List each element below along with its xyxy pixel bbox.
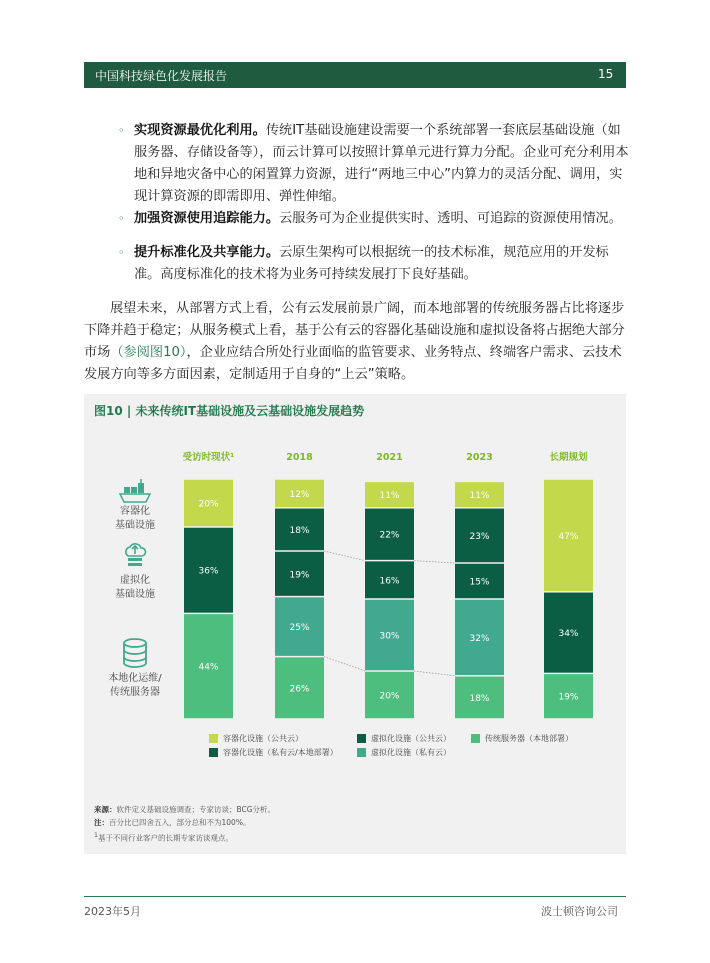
- data-label: 20%: [198, 499, 219, 510]
- bullet-item-3: [110, 242, 630, 286]
- data-label: 25%: [289, 623, 310, 634]
- page-number: 15: [598, 67, 614, 81]
- trend-connector: [324, 551, 365, 561]
- legend-swatch-1: [209, 734, 218, 743]
- footnote-text: 基于不同行业客户的长期专家访谈观点。: [97, 833, 233, 843]
- trend-connector: [414, 671, 455, 676]
- legend-label-1: 容器化设施（公共云）: [223, 734, 303, 743]
- circle-bullet-icon: ◦: [118, 124, 125, 137]
- footer-org: 波士顿咨询公司: [541, 905, 618, 918]
- legend-label-2: 虚拟化设施（公共云）: [371, 734, 451, 743]
- legend-swatch-3: [471, 734, 480, 743]
- trend-connector: [324, 657, 365, 671]
- legend-label-5: 虚拟化设施（私有云）: [371, 748, 451, 757]
- header-title: 中国科技绿色化发展报告: [95, 69, 228, 83]
- legend-swatch-4: [209, 748, 218, 757]
- body-paragraph: [84, 298, 630, 386]
- paragraph-text-before: 展望未来，从部署方式上看，公有云发展前景广阔，而本地部署的传统服务器占比将逐步下降并趋于稳定；从服务模式上看，基于公有云的容器化基础设施和虚拟设备将占据绝大部分市场: [84, 301, 625, 360]
- row-label-traditional-line1: 本地化运维/: [108, 673, 162, 684]
- note-text: 百分比已四舍五入，部分总和不为100%。: [109, 818, 251, 827]
- footnote: [94, 830, 233, 844]
- legend-label-3: 传统服务器（本地部署）: [485, 734, 573, 743]
- category-label: 2023: [466, 452, 493, 463]
- data-label: 32%: [469, 633, 490, 644]
- data-label: 47%: [558, 531, 579, 542]
- paragraph-text-after: ，企业应结合所处行业面临的监管要求、业务特点、终端客户需求、云技术发展方向等多方面因素，定制适用于自身的“上云”策略。: [84, 345, 622, 382]
- data-label: 18%: [469, 693, 490, 704]
- bullet-2-text: 云服务可为企业提供实时、透明、可追踪的资源使用情况。: [279, 211, 622, 226]
- category-label: 2021: [376, 452, 403, 463]
- data-label: 20%: [379, 691, 400, 702]
- bullet-3-bold: 提升标准化及共享能力。: [134, 245, 280, 260]
- legend-label-4: 容器化设施（私有云/本地部署）: [223, 748, 338, 757]
- bullet-item-1: [110, 120, 630, 208]
- data-label: 11%: [379, 491, 400, 502]
- trend-connector: [414, 561, 455, 563]
- data-label: 23%: [469, 531, 490, 542]
- bullet-2-bold: 加强资源使用追踪能力。: [134, 211, 280, 226]
- row-label-container-line2: 基础设施: [115, 520, 155, 531]
- row-label-virtual-line2: 基础设施: [115, 589, 155, 600]
- circle-bullet-icon: ◦: [118, 246, 125, 259]
- source-label: 来源：: [94, 805, 117, 814]
- data-label: 11%: [469, 491, 490, 502]
- category-label: 长期规划: [549, 452, 588, 463]
- row-label-virtual-line1: 虚拟化: [120, 575, 150, 586]
- category-label: 受访时现状¹: [182, 452, 235, 463]
- bullet-1-text: 传统IT基础设施建设需要一个系统部署一套底层基础设施（如服务器、存储设备等），而云计算可以按照计算单元进行算力分配。企业可充分利用本地和异地灾备中心的闲置算力资源，进行“两地三中心”内算力的灵活分配、调用，实现计算资源的即需即用、弹性伸缩。: [134, 123, 629, 204]
- figure-reference-link[interactable]: （参阅图10）: [110, 345, 187, 360]
- data-label: 22%: [379, 530, 400, 541]
- row-label-container-line1: 容器化: [120, 506, 150, 517]
- note-label: 注：: [94, 818, 109, 827]
- footer-divider: [84, 896, 626, 897]
- circle-bullet-icon: ◦: [118, 212, 125, 225]
- bullet-1-bold: 实现资源最优化利用。: [134, 123, 266, 138]
- data-label: 36%: [198, 566, 219, 577]
- figure-title: 图10 | 未来传统IT基础设施及云基础设施发展趋势: [94, 404, 365, 418]
- legend-swatch-2: [357, 734, 366, 743]
- rounding-note: [94, 817, 250, 828]
- data-label: 34%: [558, 629, 579, 640]
- data-label: 44%: [198, 662, 219, 673]
- data-label: 19%: [289, 570, 310, 581]
- data-label: 15%: [469, 577, 490, 588]
- legend-swatch-5: [357, 748, 366, 757]
- stacked-bar-chart: [84, 394, 626, 734]
- data-label: 30%: [379, 631, 400, 642]
- footnote-mark: 1: [94, 832, 98, 839]
- category-label: 2018: [286, 452, 313, 463]
- bullet-3-text: 云原生架构可以根据统一的技术标准，规范应用的开发标准。高度标准化的技术将为业务可持续发展打下良好基础。: [134, 245, 609, 282]
- footer-date: 2023年5月: [84, 905, 141, 918]
- data-label: 26%: [289, 684, 310, 695]
- source-note: [94, 804, 275, 815]
- data-label: 16%: [379, 576, 400, 587]
- data-label: 12%: [289, 489, 310, 500]
- data-label: 19%: [558, 692, 579, 703]
- row-label-traditional-line2: 传统服务器: [110, 687, 160, 698]
- source-text: 软件定义基础设施调查；专家访谈；BCG分析。: [116, 805, 276, 814]
- data-label: 18%: [289, 525, 310, 536]
- bullet-item-2: [110, 208, 630, 230]
